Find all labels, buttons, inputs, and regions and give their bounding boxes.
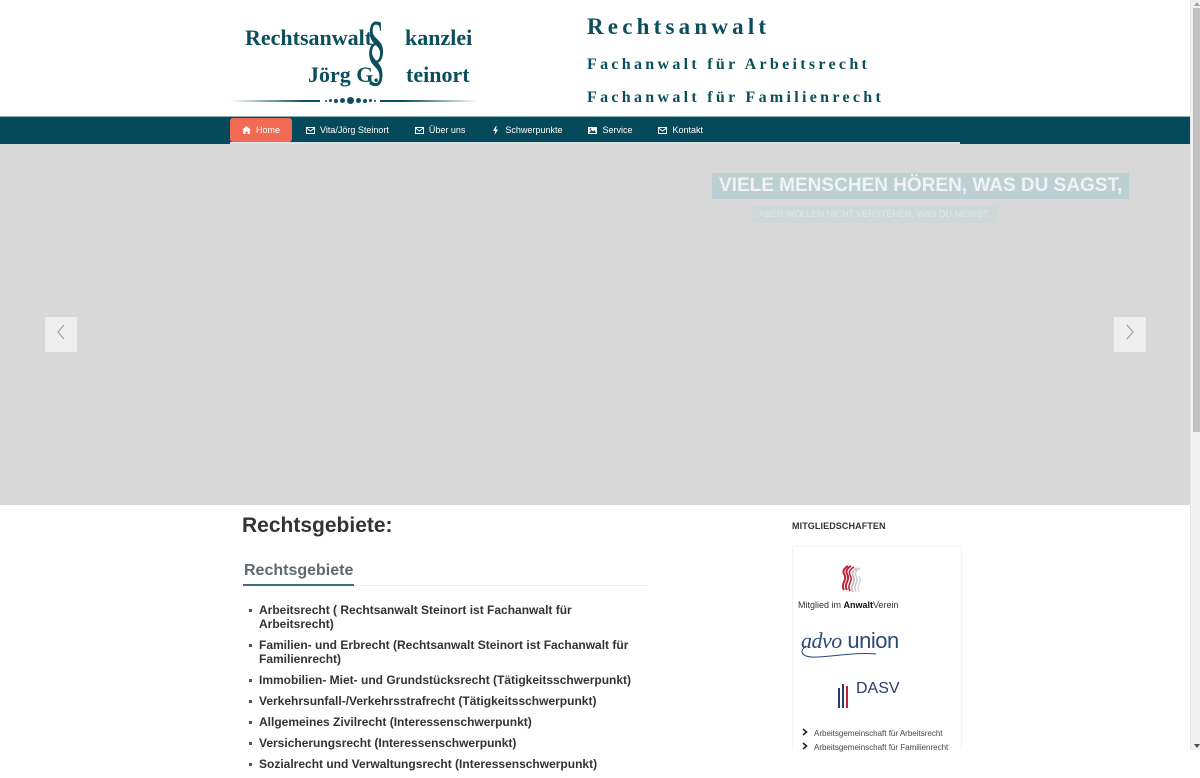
nav-label: Service xyxy=(602,125,633,135)
chevron-right-icon xyxy=(1126,324,1134,345)
page-title: Rechtsgebiete: xyxy=(242,514,393,537)
nav-item-home[interactable] xyxy=(230,118,292,142)
dasv-logo[interactable] xyxy=(836,680,906,710)
dasv-text: DASV xyxy=(856,680,900,697)
advounion-swoosh-icon xyxy=(798,644,878,660)
nav-label: Kontakt xyxy=(672,125,704,135)
scrollbar-thumb[interactable] xyxy=(1193,8,1200,432)
list-item: Arbeitsrecht ( Rechtsanwalt Steinort ist Fachanwalt für Arbeitsrecht) xyxy=(248,603,648,631)
bolt-icon xyxy=(491,126,500,135)
chevron-right-icon xyxy=(802,728,808,738)
nav-label: Home xyxy=(256,125,281,135)
list-item: Familien- und Erbrecht (Rechtsanwalt Steinort ist Fachanwalt für Familienrecht) xyxy=(248,638,648,666)
anwaltverein-logo[interactable] xyxy=(798,562,900,614)
tagline-arbeitsrecht: Fachanwalt für Arbeitsrecht xyxy=(587,56,871,73)
list-item: Sozialrecht und Verwaltungsrecht (Interessenschwerpunkt) xyxy=(248,757,648,771)
dasv-bars-icon xyxy=(836,684,850,713)
nav-label: Vita/Jörg Steinort xyxy=(320,125,389,135)
nav-item-vita[interactable] xyxy=(293,118,402,142)
envelope-icon xyxy=(306,126,315,135)
site-logo[interactable] xyxy=(230,8,478,110)
slider-caption-title: VIELE MENSCHEN HÖREN, WAS DU SAGST, xyxy=(712,173,1129,199)
tagline-familienrecht: Fachanwalt für Familienrecht xyxy=(587,89,885,106)
practice-areas-list xyxy=(248,603,648,778)
anwaltverein-mark-icon xyxy=(836,564,866,594)
logo-text-joerg: Jörg G. xyxy=(308,62,379,87)
nav-label: Schwerpunkte xyxy=(505,125,563,135)
logo-ornament-icon xyxy=(320,95,380,106)
logo-text-kanzlei: kanzlei xyxy=(405,25,473,50)
page-scrollbar[interactable] xyxy=(1190,0,1200,750)
anwaltverein-text: Mitglied im AnwaltVerein xyxy=(798,600,899,610)
main-nav xyxy=(230,118,716,142)
logo-line-2 xyxy=(308,62,470,88)
membership-link-familienrecht[interactable]: Arbeitsgemeinschaft für Familienrecht xyxy=(802,740,948,754)
chevron-left-icon xyxy=(57,324,65,345)
slider-prev-button[interactable] xyxy=(45,317,77,352)
scroll-up-icon[interactable] xyxy=(1193,1,1200,7)
image-icon xyxy=(588,126,597,135)
nav-item-ueber-uns[interactable] xyxy=(402,118,479,142)
logo-text-steinort: teinort xyxy=(406,62,470,87)
chevron-right-icon xyxy=(802,742,808,752)
nav-item-kontakt[interactable] xyxy=(645,118,716,142)
home-icon xyxy=(242,126,251,135)
list-item: Immobilien- Miet- und Grundstücksrecht (Tätigkeitsschwerpunkt) xyxy=(248,673,648,687)
tagline-rechtsanwalt: Rechtsanwalt xyxy=(587,14,771,39)
advounion-logo[interactable] xyxy=(798,626,902,662)
slider-next-button[interactable] xyxy=(1114,317,1146,352)
paragraph-icon: § xyxy=(366,6,386,94)
slider-caption-subtitle: ABER WOLLEN NICHT VERSTEHEN, WAS DU MEINST. xyxy=(752,206,997,223)
nav-label: Über uns xyxy=(428,125,466,135)
membership-link-arbeitsrecht[interactable]: Arbeitsgemeinschaft für Arbeitsrecht xyxy=(802,726,948,740)
list-item: Verkehrsunfall-/Verkehrsstrafrecht (Tätigkeitsschwerpunkt) xyxy=(248,694,648,708)
list-item: Allgemeines Zivilrecht (Interessenschwerpunkt) xyxy=(248,715,648,729)
section-divider-accent xyxy=(243,584,354,586)
sidebar-title: MITGLIEDSCHAFTEN xyxy=(792,521,886,531)
envelope-icon xyxy=(658,126,667,135)
section-title: Rechtsgebiete xyxy=(244,562,354,579)
list-item: Versicherungsrecht (Interessenschwerpunkt) xyxy=(248,736,648,750)
logo-text-rechtsanwalt: Rechtsanwalt xyxy=(245,25,373,50)
nav-item-schwerpunkte[interactable] xyxy=(478,118,575,142)
membership-links xyxy=(802,726,948,754)
scroll-down-icon[interactable] xyxy=(1193,743,1200,749)
envelope-icon xyxy=(415,126,424,135)
advounion-text: advo union xyxy=(801,628,899,653)
nav-item-service[interactable] xyxy=(575,118,645,142)
site-header xyxy=(0,0,1190,116)
